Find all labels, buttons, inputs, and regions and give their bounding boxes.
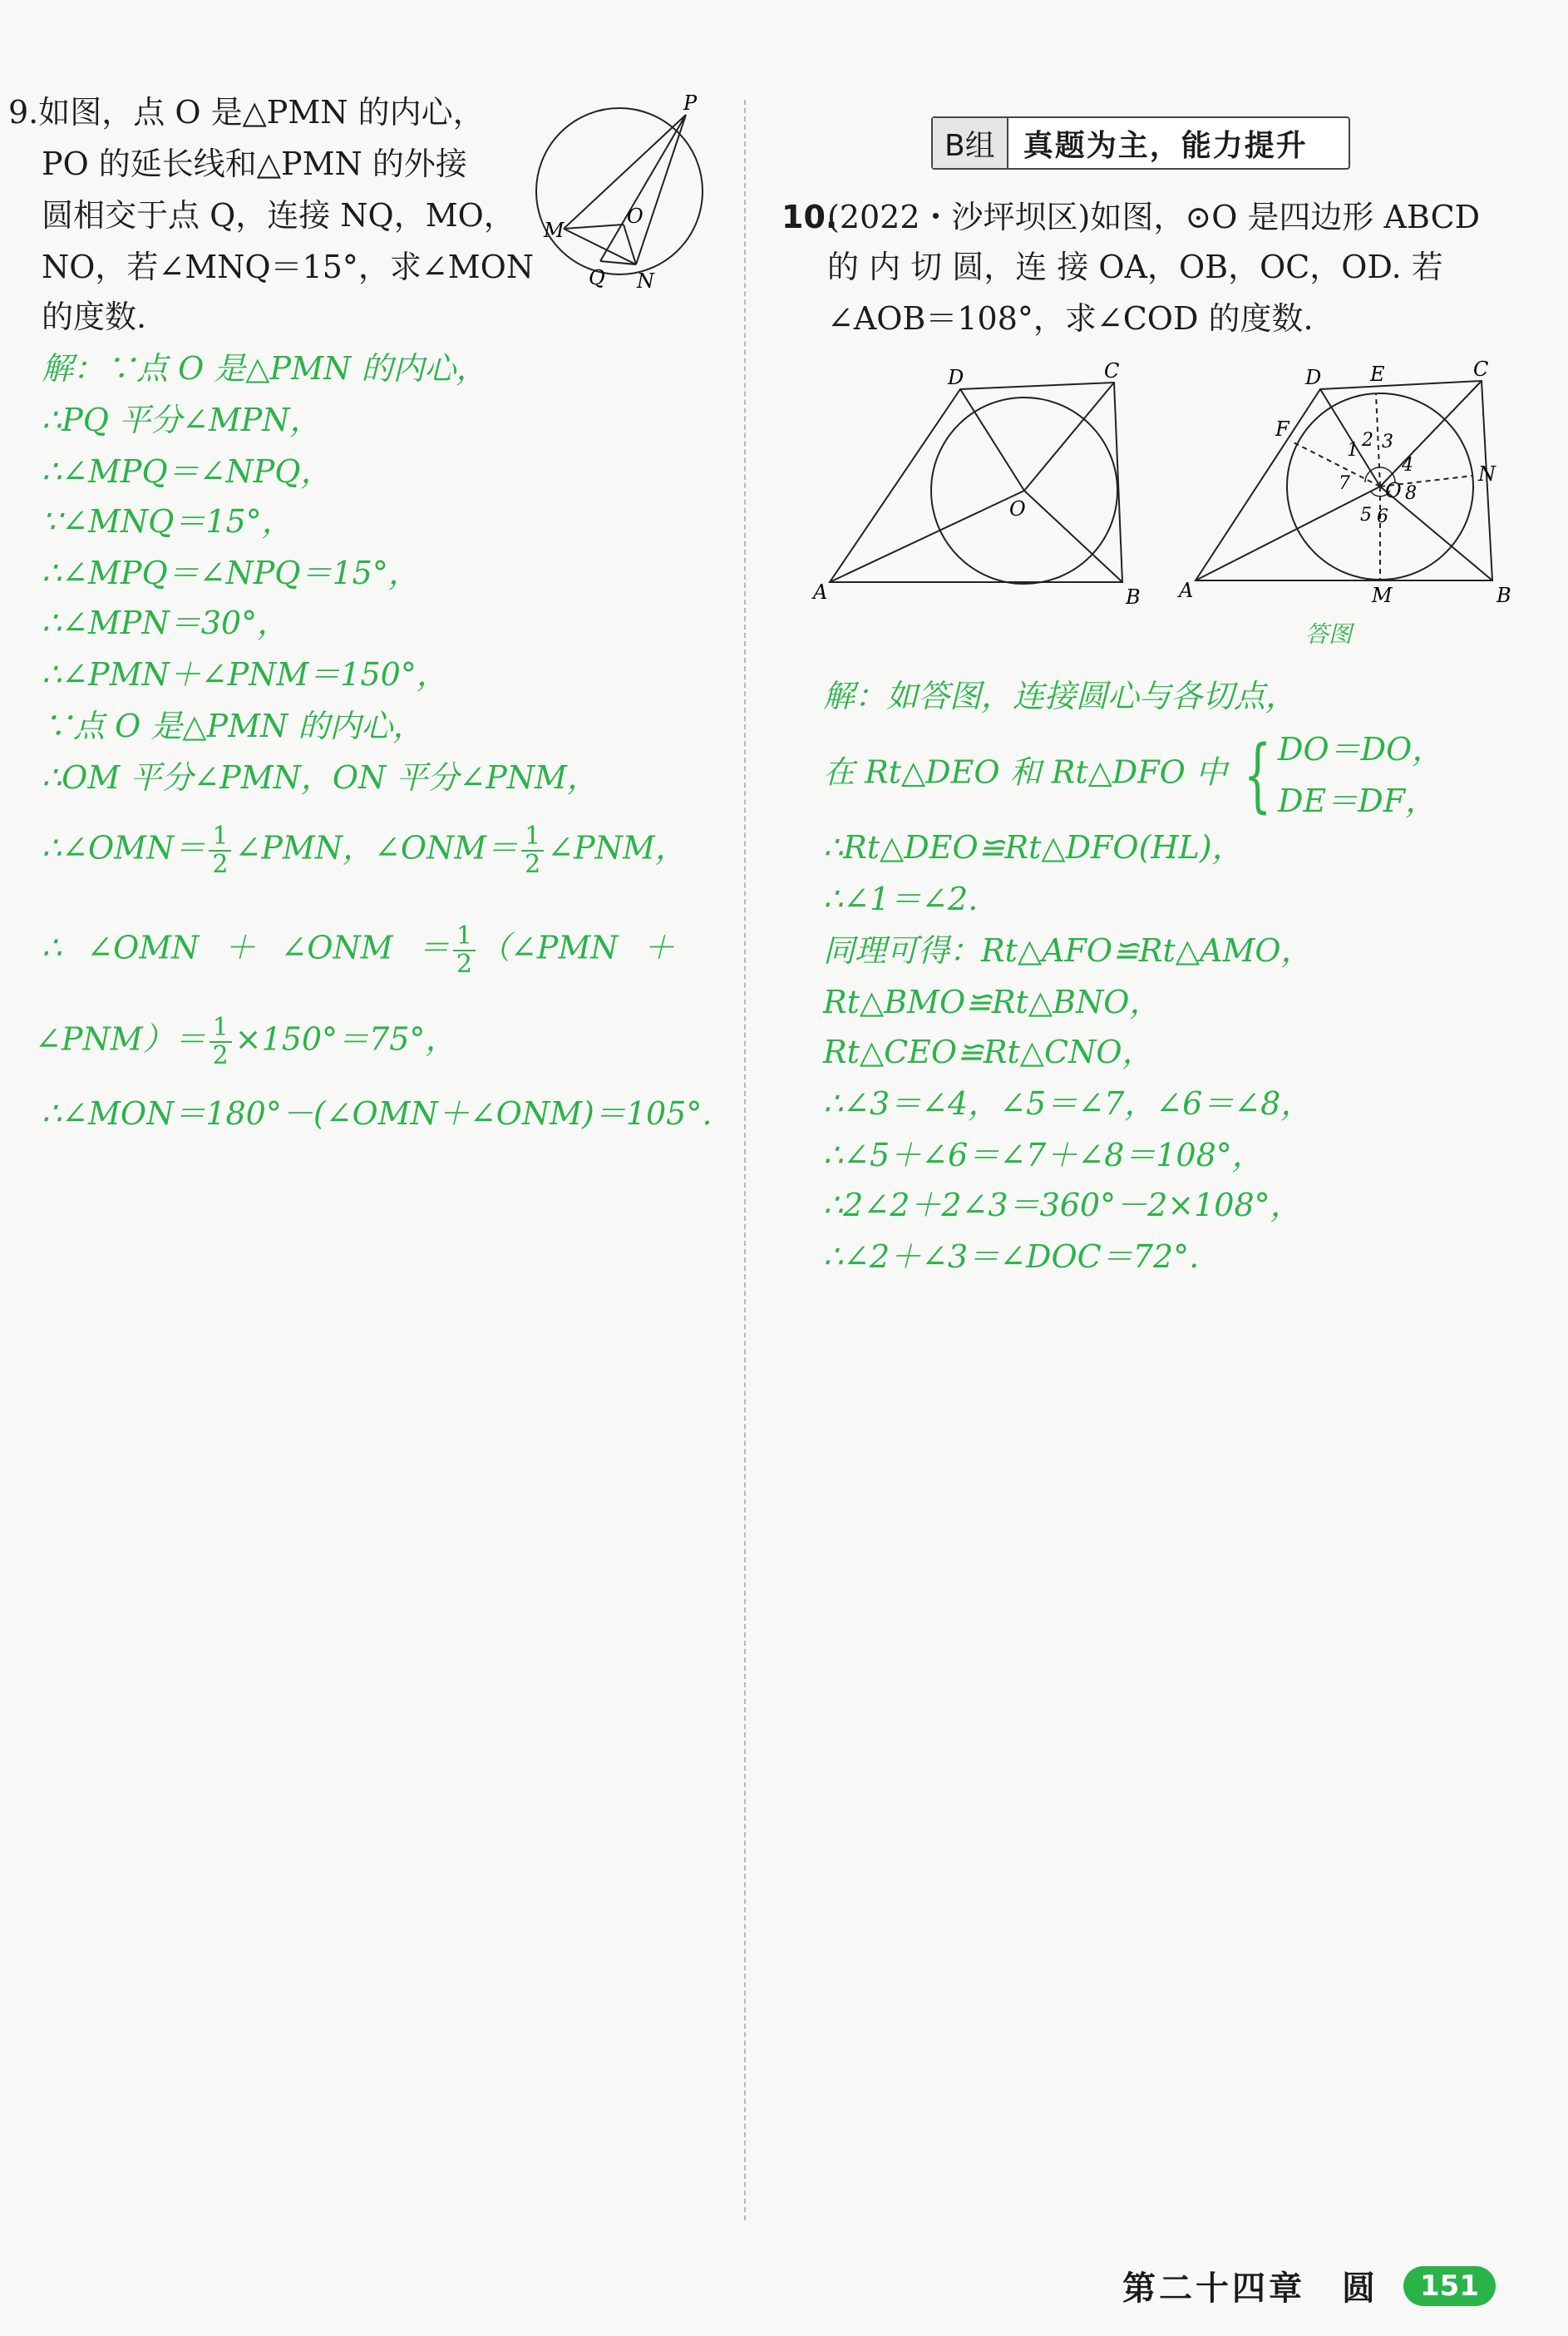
solution-10-line-9: ∴∠2＋∠3＝∠DOC＝72°.	[823, 1238, 1200, 1275]
solution-9-line-9: ∴OM 平分∠PMN，ON 平分∠PNM，	[42, 759, 599, 796]
figure-circle-pmn	[532, 91, 732, 299]
label-F: F	[1275, 417, 1289, 441]
figure-answer	[1172, 349, 1538, 657]
problem-10-line-2: 的 内 切 圆，连 接 OA，OB，OC，OD. 若	[827, 249, 1443, 285]
fraction-half: $\frac{1}{2}$	[209, 823, 231, 878]
label-B: B	[1126, 585, 1141, 609]
solution-9-line-4: ∵∠MNQ＝15°，	[42, 503, 293, 540]
label-O: O	[1009, 497, 1026, 521]
problem-9-line-5: 的度数.	[42, 299, 147, 335]
solution-10-line-1: ∴Rt△DEO≌Rt△DFO(HL)，	[823, 829, 1244, 866]
fraction-half: $\frac{1}{2}$	[453, 923, 476, 978]
svg-text:6: 6	[1377, 506, 1388, 527]
group-title: 真题为主，能力提升	[1023, 127, 1308, 163]
label-D: D	[948, 366, 964, 389]
label-C: C	[1473, 358, 1489, 381]
solution-9-line-2: ∴PQ 平分∠MPN，	[42, 402, 322, 438]
solution-10-line-7: ∴∠5＋∠6＝∠7＋∠8＝108°，	[823, 1137, 1264, 1173]
solution-9-line-8: ∵点 O 是△PMN 的内心，	[42, 708, 425, 744]
solution-10-line-8: ∴2∠2＋2∠3＝360°－2×108°，	[823, 1187, 1302, 1223]
svg-text:3: 3	[1382, 432, 1393, 452]
solution-9-line-3: ∴∠MPQ＝∠NPQ，	[42, 453, 333, 490]
label-N: N	[637, 269, 654, 293]
fraction-half: $\frac{1}{2}$	[521, 823, 544, 878]
solution-9-final: ∴∠MON＝180°－(∠OMN＋∠ONM)＝105°.	[42, 1095, 713, 1132]
label-A: A	[1179, 579, 1194, 602]
figure-caption: 答图	[1305, 620, 1353, 648]
problem-9-line-2: PO 的延长线和△PMN 的外接	[42, 146, 467, 182]
label-M: M	[1372, 584, 1393, 607]
solution-10-line-5: Rt△CEO≌Rt△CNO，	[823, 1034, 1154, 1070]
chapter-title: 第二十四章 圆	[1122, 2269, 1378, 2308]
label-N: N	[1478, 462, 1496, 486]
solution-10-line-3: 同理可得：Rt△AFO≌Rt△AMO，	[823, 932, 1313, 969]
label-C: C	[1104, 359, 1120, 383]
svg-text:7: 7	[1339, 473, 1350, 494]
problem-10-line-3: ∠AOB＝108°，求∠COD 的度数.	[827, 300, 1314, 337]
solution-9-line-1: 解：∵点 O 是△PMN 的内心，	[42, 350, 488, 387]
figure-quadrilateral	[806, 358, 1156, 615]
solution-10-line-4: Rt△BMO≌Rt△BNO，	[823, 984, 1161, 1020]
problem-10-number: 10.	[782, 199, 838, 235]
problem-9-line-1: 9.如图，点 O 是△PMN 的内心，	[8, 94, 485, 131]
fraction-half: $\frac{1}{2}$	[210, 1015, 232, 1069]
label-P: P	[683, 91, 698, 115]
problem-9-line-3: 圆相交于点 Q，连接 NQ，MO，	[42, 197, 515, 234]
solution-9-line-5: ∴∠MPQ＝∠NPQ＝15°，	[42, 555, 420, 591]
solution-10-intro: 解：如答图，连接圆心与各切点，	[823, 678, 1298, 714]
solution-9-halves: ∴∠OMN＝ $\frac{1}{2}$ ∠PMN，∠ONM＝ $\frac{1}{2}$ ∠PNM，	[42, 822, 687, 879]
solution-10-system: 在 Rt△DEO 和 Rt△DFO 中 { DO＝DO， DE＝DF，	[823, 728, 1444, 822]
svg-text:2: 2	[1362, 430, 1373, 451]
group-tag: B组	[933, 118, 1008, 168]
label-B: B	[1497, 584, 1511, 607]
solution-9-sum: ∴ ∠OMN ＋ ∠ONM ＝ $\frac{1}{2}$ （∠PMN ＋	[42, 921, 675, 979]
group-b-header	[931, 116, 1350, 170]
column-divider	[744, 100, 746, 2220]
solution-9-line-6: ∴∠MPN＝30°，	[42, 605, 289, 641]
svg-text:5: 5	[1360, 505, 1372, 526]
solution-10-line-6: ∴∠3＝∠4，∠5＝∠7，∠6＝∠8，	[823, 1085, 1313, 1122]
solution-9-pnm: ∠PNM）＝ $\frac{1}{2}$ ×150°＝75°，	[35, 1013, 457, 1070]
page-footer	[1122, 2262, 1496, 2309]
label-A: A	[813, 580, 828, 604]
label-D: D	[1305, 366, 1322, 389]
svg-text:8: 8	[1405, 483, 1417, 504]
problem-10-line-1: (2022・沙坪坝区)如图，⊙O 是四边形 ABCD	[827, 199, 1481, 235]
solution-10-line-2: ∴∠1＝∠2.	[823, 881, 979, 917]
svg-text:1: 1	[1347, 440, 1358, 461]
solution-9-line-7: ∴∠PMN＋∠PNM＝150°，	[42, 656, 448, 693]
page-number: 151	[1403, 2266, 1496, 2306]
label-O: O	[1385, 479, 1402, 502]
label-Q: Q	[589, 266, 605, 289]
label-M: M	[544, 219, 565, 242]
problem-9-line-4: NO，若∠MNQ＝15°，求∠MON	[42, 249, 535, 285]
svg-text:4: 4	[1402, 455, 1413, 476]
label-O: O	[627, 205, 643, 228]
label-E: E	[1370, 363, 1385, 386]
